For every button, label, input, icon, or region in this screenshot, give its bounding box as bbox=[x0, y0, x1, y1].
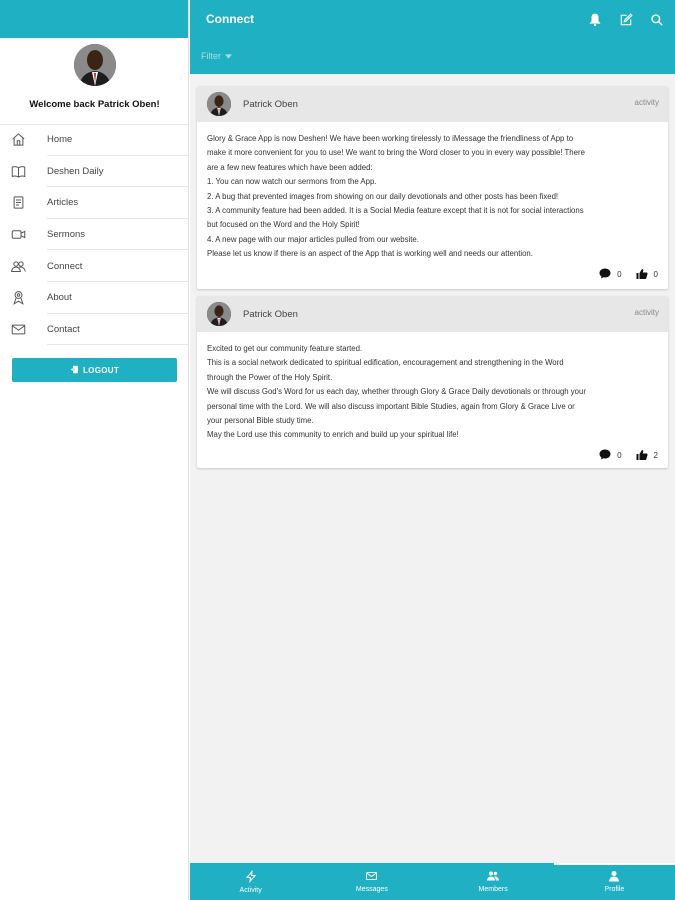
post-line: 2. A bug that prevented images from showing on our daily devotionals and other posts has been fixed! bbox=[207, 191, 559, 201]
app-header bbox=[190, 0, 675, 74]
activity-feed bbox=[190, 74, 675, 863]
post-footer bbox=[197, 443, 668, 469]
tab-profile[interactable] bbox=[554, 863, 675, 900]
post-header bbox=[197, 86, 668, 122]
comment-icon bbox=[599, 449, 611, 462]
bolt-icon bbox=[245, 870, 257, 885]
tab-label: Activity bbox=[239, 886, 262, 894]
avatar[interactable] bbox=[207, 92, 231, 116]
post-line: Excited to get our community feature started. bbox=[207, 344, 363, 353]
sidebar-item-label: Home bbox=[47, 134, 73, 146]
feed-post bbox=[197, 86, 668, 289]
sidebar-item-home[interactable] bbox=[0, 124, 189, 156]
comment-button[interactable] bbox=[599, 268, 621, 281]
post-type-tag: activity bbox=[634, 308, 659, 317]
profile-icon bbox=[608, 870, 620, 884]
like-button[interactable] bbox=[636, 268, 658, 282]
sidebar-item-articles[interactable] bbox=[0, 187, 189, 219]
comment-button[interactable] bbox=[599, 449, 621, 462]
sidebar-top-bar bbox=[0, 0, 188, 38]
ribbon-icon bbox=[0, 290, 47, 305]
post-line: your personal Bible study time. bbox=[207, 416, 314, 426]
sidebar-item-label: Contact bbox=[47, 323, 80, 335]
tab-activity[interactable] bbox=[190, 863, 311, 900]
like-count: 2 bbox=[653, 451, 658, 461]
post-line: 4. A new page with our major articles pulled from our website. bbox=[207, 234, 419, 244]
tab-label: Members bbox=[478, 886, 508, 893]
post-footer bbox=[197, 262, 668, 288]
home-icon bbox=[0, 132, 47, 147]
tab-messages[interactable] bbox=[311, 863, 432, 900]
sidebar-item-contact[interactable] bbox=[0, 314, 189, 346]
post-line: Glory & Grace App is now Deshen! We have been working tirelessly to iMessage the friendliness of App to bbox=[207, 134, 574, 143]
video-icon bbox=[0, 227, 47, 242]
members-icon bbox=[486, 870, 500, 884]
people-icon bbox=[0, 259, 47, 274]
feed-post bbox=[197, 296, 668, 468]
avatar[interactable] bbox=[74, 44, 116, 86]
caret-down-icon bbox=[225, 51, 232, 61]
article-icon bbox=[0, 195, 47, 210]
post-type-tag: activity bbox=[634, 98, 659, 107]
like-button[interactable] bbox=[636, 449, 658, 463]
logout-label: LOGOUT bbox=[82, 365, 120, 375]
logout-icon bbox=[70, 365, 79, 376]
post-header bbox=[197, 296, 668, 332]
logout-button[interactable] bbox=[12, 358, 177, 382]
envelope-icon bbox=[365, 870, 378, 884]
comment-count: 0 bbox=[617, 451, 622, 461]
sidebar-item-sermons[interactable] bbox=[0, 219, 189, 251]
avatar[interactable] bbox=[207, 302, 231, 326]
tab-members[interactable] bbox=[433, 863, 554, 900]
compose-icon[interactable] bbox=[617, 11, 634, 28]
comment-count: 0 bbox=[617, 270, 622, 280]
comment-icon bbox=[599, 268, 611, 281]
bell-icon[interactable] bbox=[586, 11, 603, 28]
filter-dropdown[interactable] bbox=[201, 51, 232, 61]
bottom-nav bbox=[190, 863, 675, 900]
like-count: 0 bbox=[653, 270, 658, 280]
post-line: make it more convenient for you to use! We want to bring the Word closer to you in every way possible! There bbox=[207, 148, 585, 158]
post-line: through the Power of the Holy Spirit. bbox=[207, 372, 333, 382]
post-line: but focused on the Word and the Holy Spirit! bbox=[207, 220, 360, 230]
filter-label: Filter bbox=[201, 51, 221, 61]
post-author[interactable]: Patrick Oben bbox=[243, 98, 298, 110]
sidebar-item-label: Deshen Daily bbox=[47, 165, 104, 177]
post-body bbox=[197, 332, 668, 443]
welcome-message: Welcome back Patrick Oben! bbox=[29, 99, 160, 110]
post-line: 3. A community feature had been added. It is a Social Media feature except that it is not for social interactions bbox=[207, 206, 584, 216]
book-icon bbox=[0, 164, 47, 179]
search-icon[interactable] bbox=[648, 11, 665, 28]
post-line: Please let us know if there is an aspect of the App that is working well and needs our attention. bbox=[207, 249, 533, 259]
post-line: are a few new features which have been added: bbox=[207, 162, 373, 172]
sidebar-item-deshen-daily[interactable] bbox=[0, 156, 189, 188]
thumbs-up-icon bbox=[636, 268, 648, 282]
page-title: Connect bbox=[206, 12, 254, 26]
sidebar-item-label: Articles bbox=[47, 197, 79, 209]
post-line: 1. You can now watch our sermons from the App. bbox=[207, 177, 377, 187]
post-line: We will discuss God's Word for us each day, whether through Glory & Grace Daily devotionals or through your bbox=[207, 387, 586, 397]
thumbs-up-icon bbox=[636, 449, 648, 463]
tab-label: Messages bbox=[355, 886, 388, 893]
mail-icon bbox=[0, 322, 47, 337]
post-body bbox=[197, 122, 668, 262]
sidebar-nav bbox=[0, 124, 189, 345]
tab-label: Profile bbox=[604, 886, 625, 893]
sidebar-item-label: About bbox=[47, 292, 72, 304]
sidebar-item-label: Connect bbox=[47, 260, 83, 272]
post-author[interactable]: Patrick Oben bbox=[243, 308, 298, 320]
post-line: personal time with the Lord. We will also discuss important Bible Studies, again from Glory & Grace Live or bbox=[207, 401, 575, 411]
sidebar bbox=[0, 0, 189, 900]
sidebar-item-about[interactable] bbox=[0, 282, 189, 314]
header-actions bbox=[586, 11, 665, 28]
sidebar-item-connect[interactable] bbox=[0, 250, 189, 282]
post-line: This is a social network dedicated to spiritual edification, encouragement and strengthening in the Word bbox=[207, 358, 564, 368]
sidebar-item-label: Sermons bbox=[47, 229, 86, 241]
post-line: May the Lord use this community to enrich and build up your spiritual life! bbox=[207, 430, 459, 440]
